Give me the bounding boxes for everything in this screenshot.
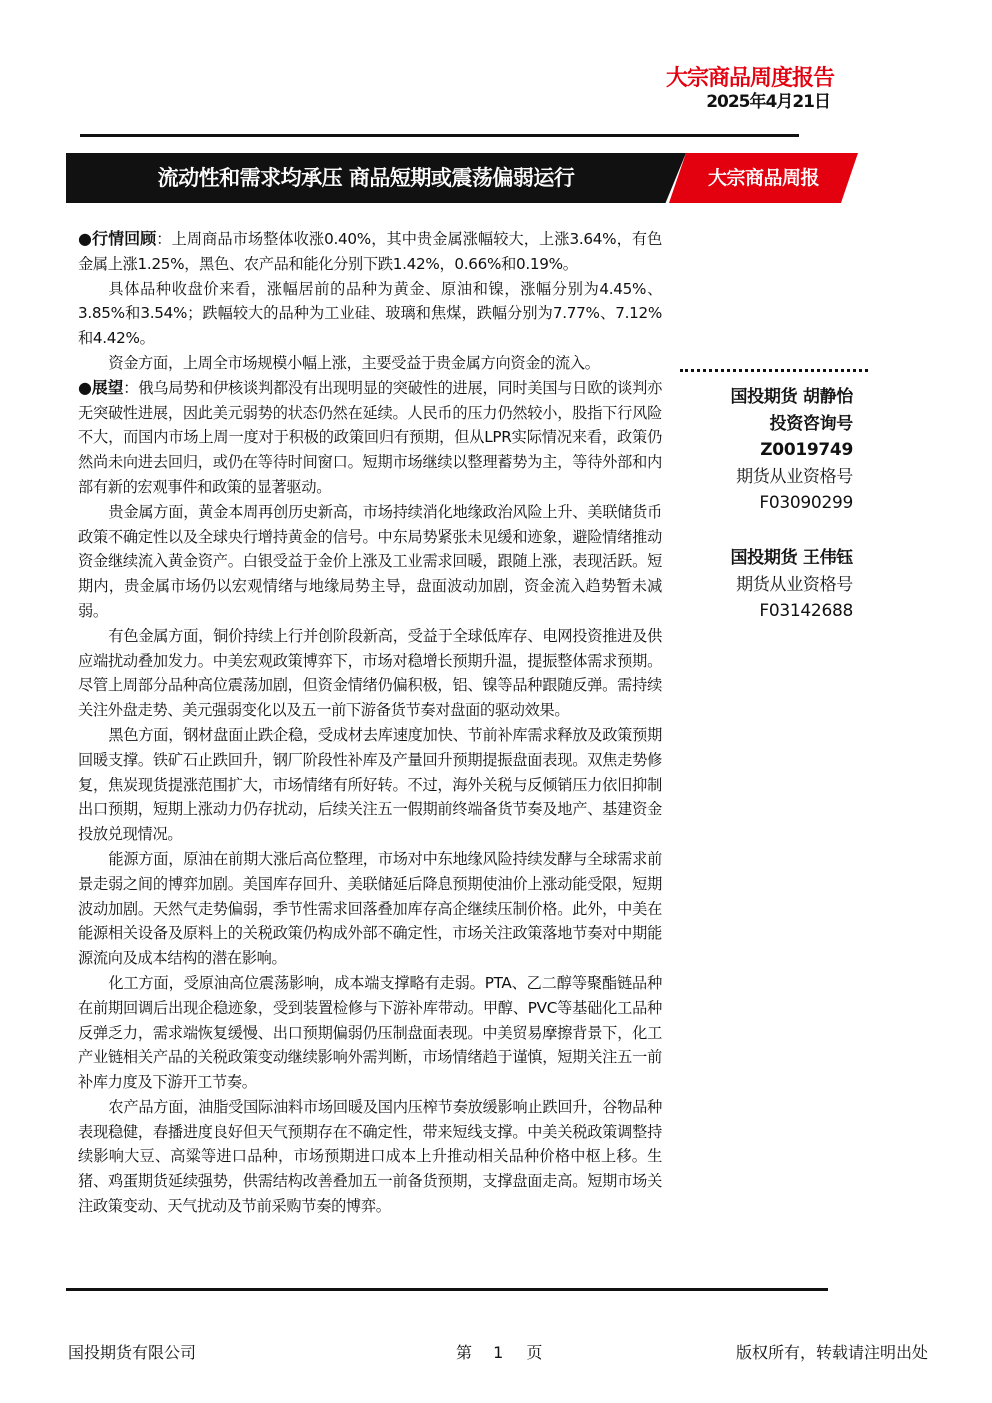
report-title: 大宗商品周度报告	[665, 66, 834, 91]
sidebar-dotted-divider	[680, 369, 868, 372]
top-divider	[80, 134, 799, 137]
nonferrous-paragraph: 有色金属方面，铜价持续上行并创阶段新高，受益于全球低库存、电网投资推进及供应端扰动叠加发力。中美宏观政策博弈下，市场对稳增长预期升温，提振整体需求预期。尽管上周部分品种高位震荡加剧，但资金情绪仍偏积极，铝、镍等品种跟随反弹。需持续关注外盘走势、美元强弱变化以及五一前下游备货节奏对盘面的驱动效果。	[78, 626, 662, 720]
energy-paragraph: 能源方面，原油在前期大涨后高位整理，市场对中东地缘风险持续发酵与全球需求前景走弱之间的博弈加剧。美国库存回升、美联储延后降息预期使油价上涨动能受限，短期波动加剧。天然气走势偏弱，季节性需求回落叠加库存高企继续压制价格。此外，中美在能源相关设备及原料上的关税政策仍构成外部不确定性，市场关注政策落地节奏对中期能源流向及成本结构的潜在影响。	[78, 849, 662, 968]
footer-company: 国投期货有限公司	[68, 1343, 197, 1362]
outlook-label: ●展望	[78, 377, 124, 397]
analyst-1-license-number: Z0019749	[760, 440, 853, 460]
outlook-text: 俄乌局势和伊核谈判都没有出现明显的突破性的进展，同时美国与日欧的谈判亦无突破性进展，因此美元弱势的状态仍然在延续。人民币的压力仍然较小，股指下行风险不大，而国内市场上周一度对于积极的政策回归有预期，但从LPR实际情况来看，政策仍然尚未向进去回归，或仍在等待时间窗口。短期市场继续以整理蓄势为主，等待外部和内部有新的宏观事件和政策的显著驱动。	[78, 378, 662, 496]
market-review-paragraph	[78, 227, 662, 277]
ferrous-paragraph: 黑色方面，钢材盘面止跌企稳，受成材去库速度加快、节前补库需求释放及政策预期回暖支撑。铁矿石止跌回升，钢厂阶段性补库及产量回升预期提振盘面表现。双焦走势修复，焦炭现货提涨范围扩大，市场情绪有所好转。不过，海外关税与反倾销压力依旧抑制出口预期，短期上涨动力仍存扰动，后续关注五一假期前终端备货节奏及地产、基建资金投放兑现情况。	[78, 725, 662, 844]
analyst-2-name: 国投期货 王伟钰	[730, 548, 853, 568]
analyst-1-name: 国投期货 胡静怡	[730, 387, 853, 407]
capital-flow-paragraph: 资金方面，上周全市场规模小幅上涨，主要受益于贵金属方向资金的流入。	[108, 353, 600, 372]
report-body	[78, 227, 662, 1219]
analyst-1-qualification-label: 期货从业资格号	[736, 466, 853, 487]
page-number: 1	[493, 1343, 504, 1362]
outlook-colon: ：	[123, 378, 139, 397]
page-suffix: 页	[526, 1343, 543, 1362]
report-date: 2025年4月21日	[706, 92, 830, 112]
analyst-2-qualification-number: F03142688	[759, 601, 853, 621]
agriculture-paragraph: 农产品方面，油脂受国际油料市场回暖及国内压榨节奏放缓影响止跌回升，谷物品种表现稳健，春播进度良好但天气预期存在不确定性，带来短线支撑。中美关税政策调整持续影响大豆、高粱等进口品种，市场预期进口成本上升推动相关品种价格中枢上移。生猪、鸡蛋期货延续强势，供需结构改善叠加五一前备货预期，支撑盘面走高。短期市场关注政策变动、天气扰动及节前采购节奏的博弈。	[78, 1097, 662, 1216]
page-title: 流动性和需求均承压 商品短期或震荡偏弱运行	[157, 166, 575, 190]
market-review-colon: ：	[156, 230, 172, 248]
price-detail-paragraph: 具体品种收盘价来看，涨幅居前的品种为黄金、原油和镍，涨幅分别为4.45%、3.85%和3.54%；跌幅较大的品种为工业硅、玻璃和焦煤，跌幅分别为7.77%、7.12%和4.42%。	[78, 279, 662, 348]
analyst-2-qualification-label: 期货从业资格号	[736, 574, 853, 595]
analyst-1-license-label: 投资咨询号	[769, 413, 853, 434]
footer-copyright: 版权所有，转载请注明出处	[735, 1343, 928, 1362]
outlook-paragraph	[78, 376, 662, 500]
precious-metals-paragraph: 贵金属方面，黄金本周再创历史新高，市场持续消化地缘政治风险上升、美联储货币政策不确定性以及全球央行增持黄金的信号。中东局势紧张未见缓和迹象，避险情绪推动资金继续流入黄金资产。白银受益于金价上涨及工业需求回暖，跟随上涨，表现活跃。短期内，贵金属市场仍以宏观情绪与地缘局势主导，盘面波动加剧，资金流入趋势暂未减弱。	[78, 502, 662, 620]
market-review-text: 上周商品市场整体收涨0.40%，其中贵金属涨幅较大，上涨3.64%，有色金属上涨1.25%，黑色、农产品和能化分别下跌1.42%，0.66%和0.19%。	[78, 230, 663, 273]
analyst-block-2	[613, 545, 853, 625]
market-review-label: ●行情回顾	[78, 229, 157, 248]
analyst-block-1	[613, 384, 853, 517]
chemicals-paragraph: 化工方面，受原油高位震荡影响，成本端支撑略有走弱。PTA、乙二醇等聚酯链品种在前期回调后出现企稳迹象，受到装置检修与下游补库带动。甲醇、PVC等基础化工品种反弹乏力，需求端恢复缓慢、出口预期偏弱仍压制盘面表现。中美贸易摩擦背景下，化工产业链相关产品的关税政策变动继续影响外需判断，市场情绪趋于谨慎，短期关注五一前补库力度及下游开工节奏。	[78, 973, 662, 1092]
page-prefix: 第	[456, 1343, 473, 1362]
bottom-divider	[66, 1288, 828, 1291]
report-category-tag: 大宗商品周报	[707, 167, 819, 189]
footer-page-indicator	[456, 1342, 542, 1364]
analyst-1-qualification-number: F03090299	[759, 493, 853, 513]
